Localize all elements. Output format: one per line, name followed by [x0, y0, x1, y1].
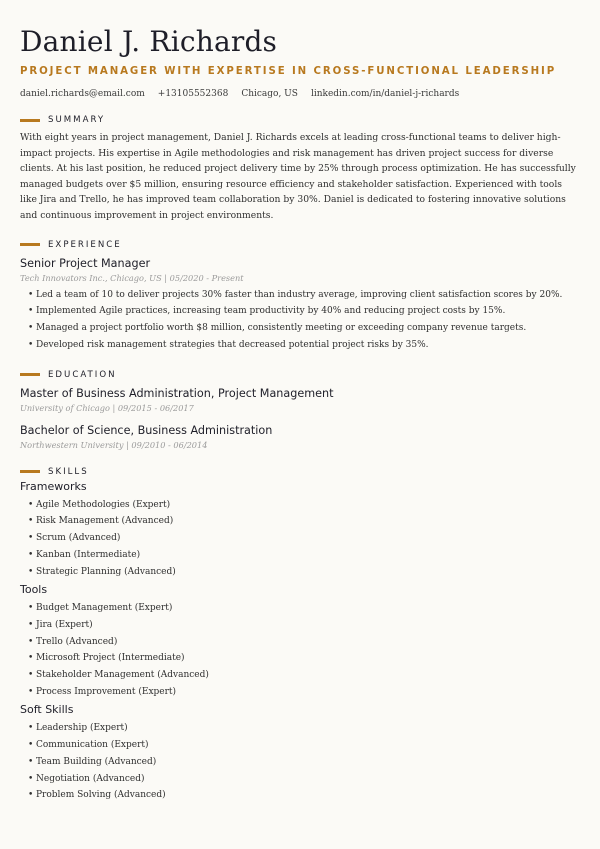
education-entry [20, 387, 580, 414]
degree-meta: Northwestern University | 09/2010 - 06/2014 [20, 439, 208, 450]
skills-heading [20, 467, 580, 477]
skill-group-items [20, 600, 580, 700]
list-item: • Implemented Agile practices, increasing team productivity by 40% and reducing project costs by 15%. [30, 303, 580, 320]
skill-group-items [20, 720, 580, 804]
education-heading [20, 370, 580, 380]
degree-title: Master of Business Administration, Project Management [20, 386, 334, 400]
education-entry [20, 424, 580, 451]
contact-location: Chicago, US [241, 89, 298, 99]
list-item: • Scrum (Advanced) [30, 530, 580, 547]
section-accent-bar [20, 373, 40, 376]
skills-list [20, 480, 580, 804]
contact-phone[interactable]: +13105552368 [157, 89, 229, 99]
section-accent-bar [20, 243, 40, 246]
job-meta: Tech Innovators Inc., Chicago, US | 05/2020 - Present [20, 272, 244, 283]
list-item: • Agile Methodologies (Expert) [30, 497, 580, 514]
section-label: SUMMARY [48, 115, 106, 125]
list-item: • Communication (Expert) [30, 737, 580, 754]
section-accent-bar [20, 119, 40, 122]
experience-entry [20, 257, 580, 354]
list-item: • Budget Management (Expert) [30, 600, 580, 617]
list-item: • Stakeholder Management (Advanced) [30, 667, 580, 684]
list-item: • Led a team of 10 to deliver projects 30% faster than industry average, improving client satisfaction scores by 20%. [30, 287, 580, 304]
skill-group-title: Tools [20, 583, 48, 597]
degree-title: Bachelor of Science, Business Administration [20, 423, 273, 437]
candidate-name: Daniel J. Richards [20, 25, 278, 58]
summary-heading [20, 115, 580, 125]
contact-line [20, 89, 580, 99]
job-bullets [20, 287, 580, 354]
list-item: • Kanban (Intermediate) [30, 547, 580, 564]
list-item: • Risk Management (Advanced) [30, 513, 580, 530]
section-accent-bar [20, 470, 40, 473]
list-item: • Microsoft Project (Intermediate) [30, 650, 580, 667]
list-item: • Managed a project portfolio worth $8 million, consistently meeting or exceeding company revenue targets. [30, 320, 580, 337]
skill-group-title: Frameworks [20, 479, 87, 493]
section-label: EXPERIENCE [48, 239, 122, 250]
skill-group-items [20, 497, 580, 581]
list-item: • Team Building (Advanced) [30, 754, 580, 771]
summary-text: With eight years in project management, Daniel J. Richards excels at leading cross-functional teams to deliver high-impact projects. His expertise in Agile methodologies and risk management has driven project success for diverse clients. At his last position, he reduced project delivery time by 25% through process optimization. He has successfully managed budgets over $5 million, ensuring resource efficiency and stakeholder satisfaction. Experienced with tools like Jira and Trello, he has improved team collaboration by 30%. Daniel is dedicated to fostering innovative solutions and continuous improvement in project environments. [20, 132, 576, 221]
list-item: • Developed risk management strategies that decreased potential project risks by 35%. [30, 337, 580, 354]
experience-heading [20, 240, 580, 250]
skill-group-title: Soft Skills [20, 703, 74, 717]
list-item: • Strategic Planning (Advanced) [30, 564, 580, 581]
list-item: • Leadership (Expert) [30, 720, 580, 737]
list-item: • Trello (Advanced) [30, 634, 580, 651]
list-item: • Negotiation (Advanced) [30, 771, 580, 788]
job-title: Senior Project Manager [20, 256, 151, 270]
list-item: • Problem Solving (Advanced) [30, 787, 580, 804]
section-label: SKILLS [48, 466, 89, 477]
contact-linkedin[interactable]: linkedin.com/in/daniel-j-richards [310, 89, 460, 99]
section-label: EDUCATION [48, 369, 117, 380]
list-item: • Process Improvement (Expert) [30, 684, 580, 701]
candidate-tagline: PROJECT MANAGER WITH EXPERTISE IN CROSS-FUNCTIONAL LEADERSHIP [20, 66, 557, 77]
degree-meta: University of Chicago | 09/2015 - 06/2017 [20, 402, 194, 413]
list-item: • Jira (Expert) [30, 617, 580, 634]
contact-email[interactable]: daniel.richards@email.com [20, 89, 145, 99]
